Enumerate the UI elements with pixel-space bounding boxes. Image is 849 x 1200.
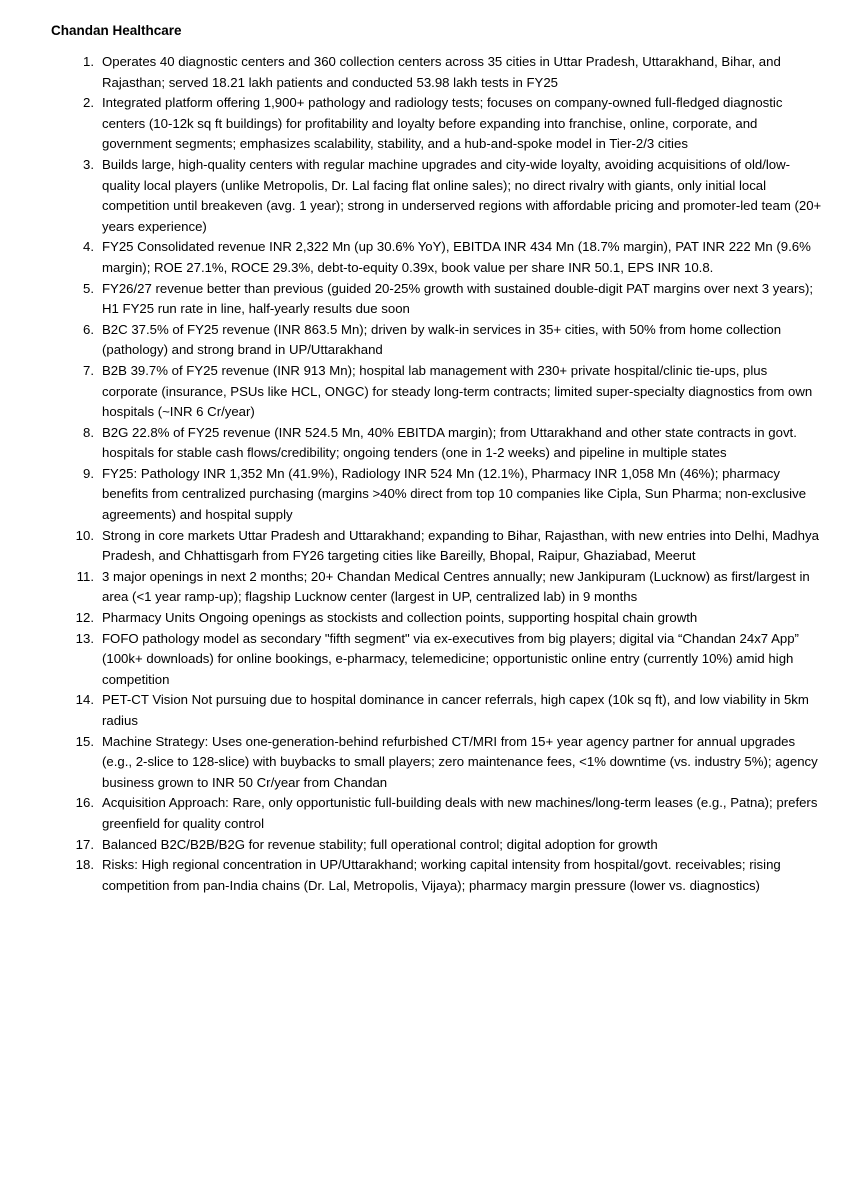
list-item	[60, 526, 825, 567]
list-item	[60, 835, 825, 856]
item-text: Acquisition Approach: Rare, only opportunistic full-building deals with new machines/long-term leases (e.g., Patna); prefers greenfield for quality control	[102, 795, 818, 831]
item-text: B2C 37.5% of FY25 revenue (INR 863.5 Mn); driven by walk-in services in 35+ cities, with 50% from home collection (pathology) and strong brand in UP/Uttarakhand	[102, 321, 782, 358]
item-number: 5.	[83, 280, 94, 296]
item-number: 7.	[83, 362, 94, 378]
list-item	[60, 320, 825, 361]
item-text: B2B 39.7% of FY25 revenue (INR 913 Mn); hospital lab management with 230+ private hospital/clinic tie-ups, plus corporate (insurance, PSUs like HCL, ONGC) for steady long-term contracts; limited super-specialty diagnostics from own hospitals (~INR 6 Cr/year)	[102, 362, 813, 420]
list-item	[60, 608, 825, 629]
list-item	[60, 93, 825, 155]
item-text: Strong in core markets Uttar Pradesh and Uttarakhand; expanding to Bihar, Rajasthan, with new entries into Delhi, Madhya Pradesh, and Chhattisgarh from FY26 targeting cities like Bareilly, Bhopal, Raipur, Ghaziabad, Meerut	[102, 527, 819, 564]
list-item	[60, 732, 825, 794]
list-item	[60, 855, 825, 896]
item-text: FOFO pathology model as secondary "fifth segment" via ex-executives from big players; digital via “Chandan 24x7 App” (100k+ downloads) for online bookings, e-pharmacy, telemedicine; opportunistic online entry (currently 10%) amid high competition	[102, 630, 799, 687]
item-number: 3.	[83, 156, 94, 172]
list-item	[60, 279, 825, 320]
item-number: 8.	[83, 424, 94, 440]
document-title: Chandan Healthcare	[51, 23, 182, 38]
list-item	[60, 464, 825, 526]
item-text: FY26/27 revenue better than previous (guided 20-25% growth with sustained double-digit PAT margins over next 3 years); H1 FY25 run rate in line, half-yearly results due soon	[102, 280, 814, 317]
list-item	[60, 155, 825, 237]
item-number: 15.	[75, 733, 94, 749]
item-number: 11.	[76, 568, 94, 584]
item-text: FY25: Pathology INR 1,352 Mn (41.9%), Radiology INR 524 Mn (12.1%), Pharmacy INR 1,058 Mn (46%); pharmacy benefits from centralized purchasing (margins >40% direct from top 10 companies like Cipla, Sun Pharma; non-exclusive agreements) and hospital supply	[102, 465, 807, 523]
item-text: Builds large, high-quality centers with regular machine upgrades and city-wide loyalty, avoiding acquisitions of old/low-quality local players (unlike Metropolis, Dr. Lal facing flat online sales); no direct rivalry with giants, only initial local competition until breakeven (avg. 1 year); strong in underserved regions with affordable pricing and promoter-led team (20+ years experience)	[102, 156, 822, 234]
numbered-list	[60, 52, 825, 896]
item-text: B2G 22.8% of FY25 revenue (INR 524.5 Mn, 40% EBITDA margin); from Uttarakhand and other state contracts in govt. hospitals for stable cash flows/credibility; ongoing tenders (one in 1-2 weeks) and pipeline in multiple states	[102, 424, 797, 461]
item-text: Integrated platform offering 1,900+ pathology and radiology tests; focuses on company-owned full-fledged diagnostic centers (10-12k sq ft buildings) for profitability and loyalty before expanding into franchise, online, corporate, and government segments; emphasizes scalability, stability, and a hub-and-spoke model in Tier-2/3 cities	[102, 95, 783, 152]
list-item	[60, 423, 825, 464]
list-item	[60, 793, 825, 834]
item-number: 18.	[75, 857, 94, 873]
item-number: 12.	[75, 610, 94, 626]
item-number: 9.	[83, 465, 94, 481]
list-item	[60, 629, 825, 691]
list-item	[60, 237, 825, 278]
item-number: 1.	[83, 54, 94, 69]
item-number: 17.	[75, 836, 94, 852]
item-text: Pharmacy Units Ongoing openings as stockists and collection points, supporting hospital chain growth	[102, 610, 698, 626]
list-item	[60, 567, 825, 608]
item-text: FY25 Consolidated revenue INR 2,322 Mn (up 30.6% YoY), EBITDA INR 434 Mn (18.7% margin), PAT INR 222 Mn (9.6% margin); ROE 27.1%, ROCE 29.3%, debt-to-equity 0.39x, book value per share INR 50.1, EPS INR 10.8.	[102, 239, 811, 275]
item-number: 10.	[75, 527, 94, 543]
item-number: 13.	[75, 630, 94, 646]
list-item	[60, 361, 825, 423]
item-text: Machine Strategy: Uses one-generation-behind refurbished CT/MRI from 15+ year agency partner for annual upgrades (e.g., 2-slice to 128-slice) with buybacks to small players; zero maintenance fees, <1% downtime (vs. industry 5%); agency business grown to INR 50 Cr/year from Chandan	[102, 733, 818, 790]
item-text: PET-CT Vision Not pursuing due to hospital dominance in cancer referrals, high capex (10k sq ft), and low viability in 5km radius	[102, 692, 809, 728]
list-item	[60, 52, 825, 93]
item-number: 4.	[83, 239, 94, 255]
list-item	[60, 690, 825, 731]
item-number: 14.	[75, 692, 94, 708]
item-number: 2.	[83, 95, 94, 111]
item-number: 6.	[83, 321, 94, 337]
item-text: 3 major openings in next 2 months; 20+ Chandan Medical Centres annually; new Jankipuram (Lucknow) as first/largest in area (<1 year ramp-up); flagship Lucknow center (largest in UP, centralized lab) in 9 months	[102, 568, 810, 605]
item-text: Balanced B2C/B2B/B2G for revenue stability; full operational control; digital adoption for growth	[102, 836, 658, 852]
item-number: 16.	[75, 795, 94, 811]
item-text: Risks: High regional concentration in UP/Uttarakhand; working capital intensity from hospital/govt. receivables; rising competition from pan-India chains (Dr. Lal, Metropolis, Vijaya); pharmacy margin pressure (lower vs. diagnostics)	[102, 857, 781, 893]
item-text: Operates 40 diagnostic centers and 360 collection centers across 35 cities in Uttar Pradesh, Uttarakhand, Bihar, and Rajasthan; served 18.21 lakh patients and conducted 53.98 lakh tests in FY25	[102, 54, 781, 90]
